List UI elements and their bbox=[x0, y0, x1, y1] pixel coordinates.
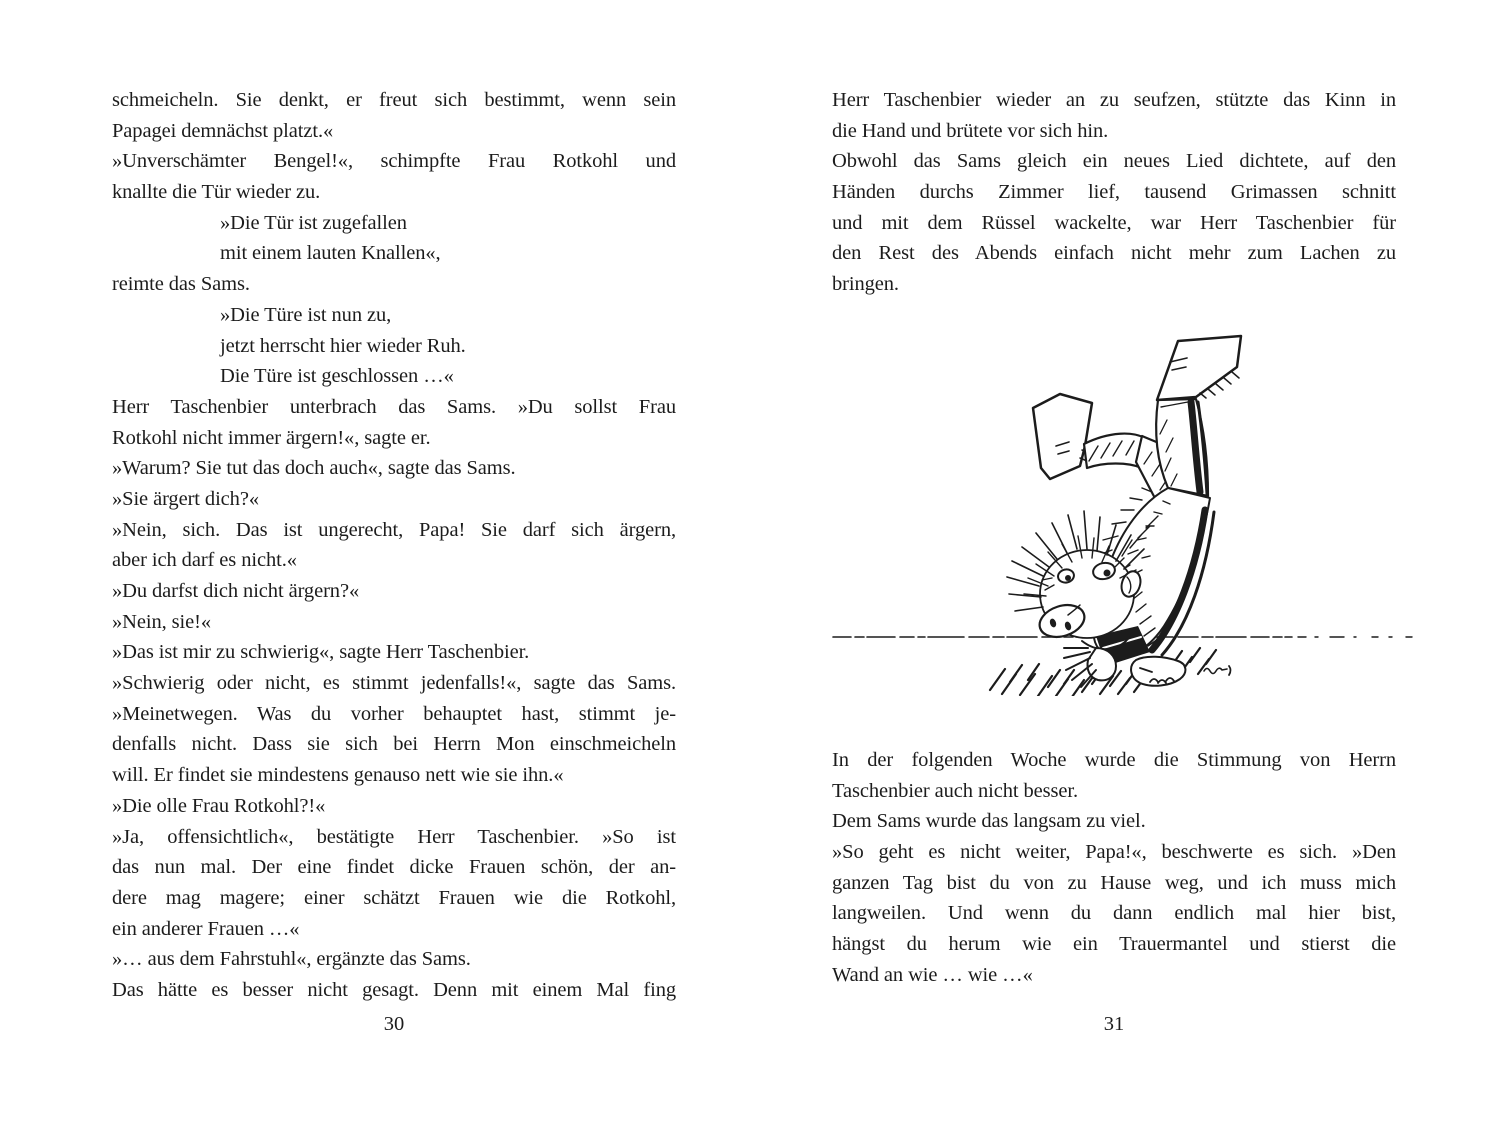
text-line: »So geht es nicht weiter, Papa!«, beschwerte es sich. »Den bbox=[832, 841, 1396, 864]
text-line: denfalls nicht. Dass sie sich bei Herrn Mon einschmeicheln bbox=[112, 733, 676, 756]
text-line: das nun mal. Der eine findet dicke Frauen schön, der an- bbox=[112, 856, 676, 879]
text-line: Rotkohl nicht immer ärgern!«, sagte er. bbox=[112, 426, 431, 449]
text-line: schmeicheln. Sie denkt, er freut sich bestimmt, wenn sein bbox=[112, 89, 676, 111]
right-fin bbox=[1157, 336, 1241, 400]
text-line: »… aus dem Fahrstuhl«, ergänzte das Sams. bbox=[112, 948, 471, 971]
verse-line: Die Türe ist geschlossen …« bbox=[220, 365, 454, 388]
ground-tick bbox=[1229, 666, 1231, 675]
verse-line: »Die Türe ist nun zu, bbox=[220, 303, 392, 326]
text-line: ganzen Tag bist du von zu Hause weg, und ich muss mich bbox=[832, 871, 1396, 894]
text-line: Händen durchs Zimmer lief, tausend Grimassen schnitt bbox=[832, 181, 1396, 204]
verse-line: »Die Tür ist zugefallen bbox=[220, 211, 407, 234]
text-line: »Unverschämter Bengel!«, schimpfte Frau Rotkohl und bbox=[112, 150, 676, 173]
text-line: »Warum? Sie tut das doch auch«, sagte das Sams. bbox=[112, 457, 516, 480]
text-line: bringen. bbox=[832, 273, 899, 296]
text-line: hängst du herum wie ein Trauermantel und stierst die bbox=[832, 933, 1396, 956]
text-line: »Sie ärgert dich?« bbox=[112, 487, 259, 510]
text-line: ein anderer Frauen …« bbox=[112, 917, 300, 940]
text-line: Dem Sams wurde das langsam zu viel. bbox=[832, 810, 1146, 833]
page-number-left: 30 bbox=[383, 1013, 405, 1035]
left-fin bbox=[1033, 394, 1092, 479]
text-line: reimte das Sams. bbox=[112, 273, 250, 296]
text-line: Papagei demnächst platzt.« bbox=[112, 119, 334, 142]
text-line: »Ja, offensichtlich«, bestätigte Herr Taschenbier. »So ist bbox=[112, 825, 676, 848]
right-page-text-top bbox=[832, 85, 1396, 300]
text-line: In der folgenden Woche wurde die Stimmung von Herrn bbox=[832, 749, 1396, 771]
text-line: den Rest des Abends einfach nicht mehr zum Lachen zu bbox=[832, 242, 1396, 265]
text-line: knallte die Tür wieder zu. bbox=[112, 181, 321, 204]
text-line: aber ich darf es nicht.« bbox=[112, 549, 297, 572]
text-line: dere mag magere; einer schätzt Frauen wie die Rotkohl, bbox=[112, 886, 676, 909]
text-line: die Hand und brütete vor sich hin. bbox=[832, 119, 1109, 142]
right-page-text-bottom bbox=[832, 745, 1396, 991]
text-line: will. Er findet sie mindestens genauso nett wie sie ihn.« bbox=[112, 764, 564, 787]
text-line: langweilen. Und wenn du dann endlich mal hier bist, bbox=[832, 902, 1396, 925]
ground-squiggle bbox=[1204, 668, 1227, 673]
text-line: Wand an wie … wie …« bbox=[832, 963, 1033, 986]
text-line: »Das ist mir zu schwierig«, sagte Herr Taschenbier. bbox=[112, 641, 530, 664]
verse-line: mit einem lauten Knallen«, bbox=[220, 242, 441, 265]
text-line: »Meinetwegen. Was du vorher behauptet hast, stimmt je- bbox=[112, 702, 676, 725]
text-line: »Du darfst dich nicht ärgern?« bbox=[112, 580, 360, 602]
text-line: »Schwierig oder nicht, es stimmt jedenfalls!«, sagte das Sams. bbox=[112, 672, 676, 695]
text-line: Das hätte es besser nicht gesagt. Denn mit einem Mal fing bbox=[112, 978, 676, 1001]
text-line: Herr Taschenbier unterbrach das Sams. »Du sollst Frau bbox=[112, 395, 676, 418]
sams-handstand-illustration bbox=[828, 328, 1444, 696]
text-line: »Nein, sich. Das ist ungerecht, Papa! Sie darf sich ärgern, bbox=[112, 518, 676, 541]
text-line: und mit dem Rüssel wackelte, war Herr Taschenbier für bbox=[832, 211, 1396, 234]
text-line: Obwohl das Sams gleich ein neues Lied dichtete, auf den bbox=[832, 150, 1396, 173]
text-line: »Die olle Frau Rotkohl?!« bbox=[112, 794, 326, 817]
text-line: Herr Taschenbier wieder an zu seufzen, stützte das Kinn in bbox=[832, 89, 1396, 111]
left-page-text bbox=[112, 85, 676, 1006]
verse-line: jetzt herrscht hier wieder Ruh. bbox=[220, 334, 466, 357]
page-number-right: 31 bbox=[1103, 1013, 1125, 1035]
text-line: Taschenbier auch nicht besser. bbox=[832, 779, 1079, 802]
text-line: »Nein, sie!« bbox=[112, 610, 211, 633]
